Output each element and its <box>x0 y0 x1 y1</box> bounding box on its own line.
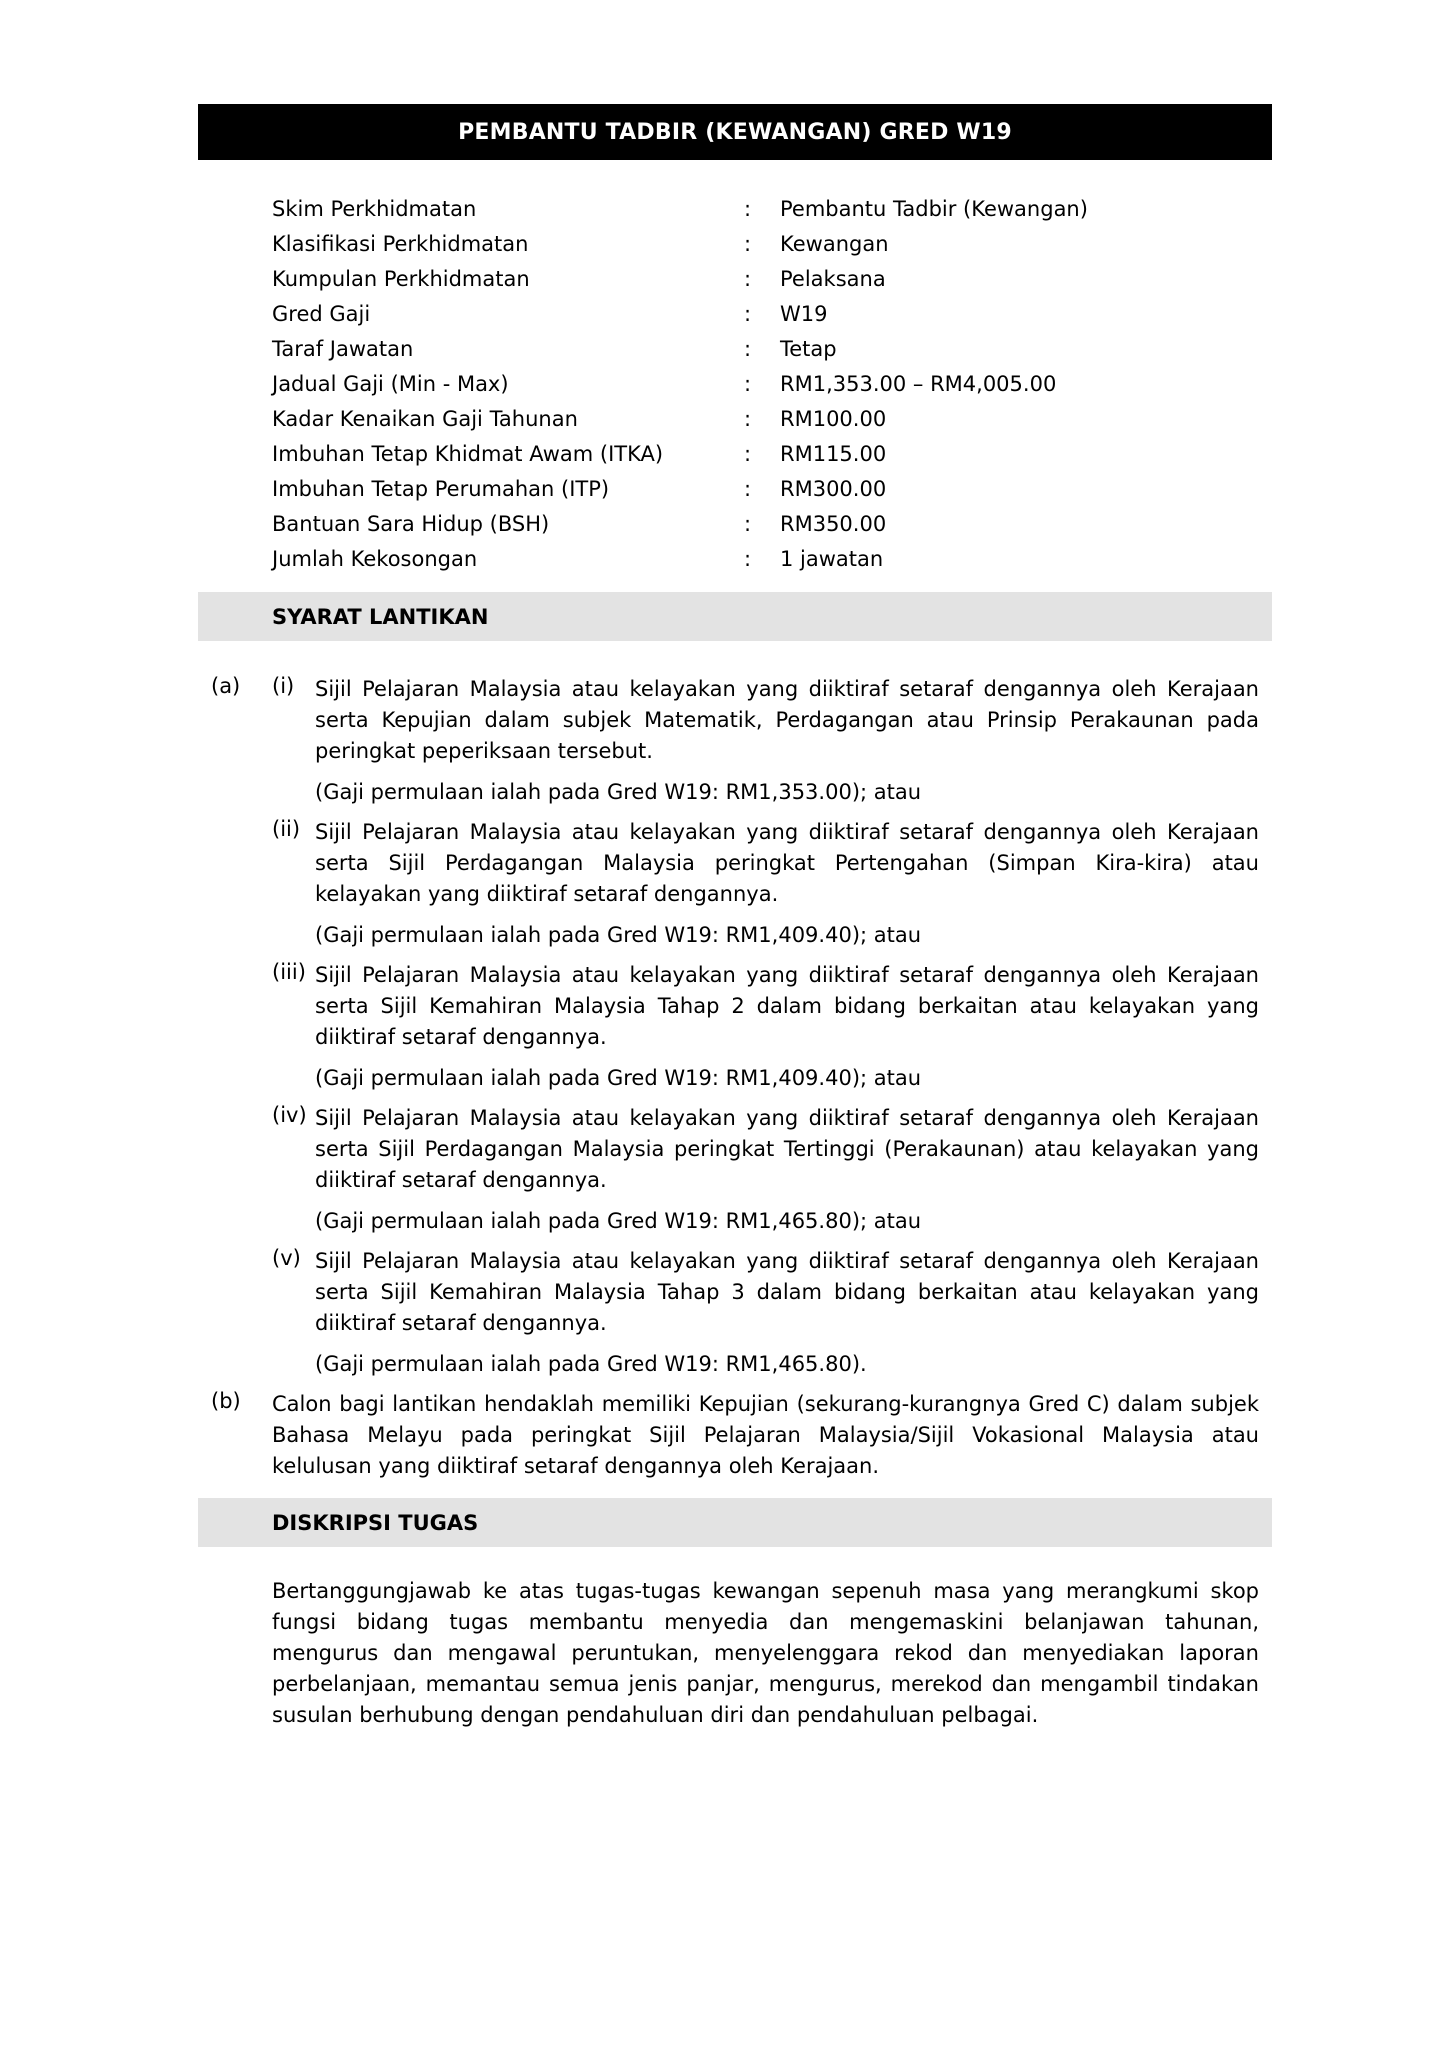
info-separator: : <box>744 546 752 571</box>
info-value: RM100.00 <box>780 406 887 431</box>
section-heading-text: SYARAT LANTIKAN <box>272 604 489 629</box>
info-separator: : <box>744 371 752 396</box>
item-number: (v) <box>272 1246 301 1270</box>
section-heading-text: DISKRIPSI TUGAS <box>272 1510 479 1535</box>
info-value: RM115.00 <box>780 441 887 466</box>
info-separator: : <box>744 266 752 291</box>
info-separator: : <box>744 301 752 326</box>
info-row <box>272 261 1272 296</box>
starting-salary-note: (Gaji permulaan ialah pada Gred W19: RM1,409.40); atau <box>315 923 922 947</box>
starting-salary-note: (Gaji permulaan ialah pada Gred W19: RM1,409.40); atau <box>315 1066 922 1090</box>
item-label-a: (a) <box>211 674 241 698</box>
info-label: Kumpulan Perkhidmatan <box>272 266 530 291</box>
item-body <box>315 960 1259 1094</box>
info-separator: : <box>744 406 752 431</box>
info-value: 1 jawatan <box>780 546 884 571</box>
info-label: Jumlah Kekosongan <box>272 546 478 571</box>
item-label-b: (b) <box>211 1389 241 1413</box>
info-row <box>272 541 1272 576</box>
info-value: RM1,353.00 – RM4,005.00 <box>780 371 1057 396</box>
item-number: (ii) <box>272 817 301 841</box>
info-separator: : <box>744 231 752 256</box>
info-label: Kadar Kenaikan Gaji Tahunan <box>272 406 578 431</box>
item-text: Sijil Pelajaran Malaysia atau kelayakan yang diiktiraf setaraf dengannya oleh Kerajaan serta Sijil Kemahiran Malaysia Tahap 2 dalam bidang berkaitan atau kelayakan yang diiktiraf setaraf dengannya. <box>315 963 1259 1049</box>
info-separator: : <box>744 196 752 221</box>
info-value: RM300.00 <box>780 476 887 501</box>
info-separator: : <box>744 476 752 501</box>
info-label: Klasifikasi Perkhidmatan <box>272 231 529 256</box>
item-text: Sijil Pelajaran Malaysia atau kelayakan yang diiktiraf setaraf dengannya oleh Kerajaan serta Kepujian dalam subjek Matematik, Perdagangan atau Prinsip Perakaunan pada peringkat peperiksaan tersebut. <box>315 677 1259 763</box>
item-text: Sijil Pelajaran Malaysia atau kelayakan yang diiktiraf setaraf dengannya oleh Kerajaan serta Sijil Kemahiran Malaysia Tahap 3 dalam bidang berkaitan atau kelayakan yang diiktiraf setaraf dengannya. <box>315 1249 1259 1335</box>
info-row <box>272 401 1272 436</box>
section-heading-diskripsi <box>198 1498 1272 1547</box>
info-label: Skim Perkhidmatan <box>272 196 477 221</box>
item-body <box>315 1103 1259 1237</box>
job-description <box>272 1576 1259 1731</box>
requirement-b <box>272 1389 1259 1482</box>
info-label: Imbuhan Tetap Khidmat Awam (ITKA) <box>272 441 664 466</box>
info-value: Tetap <box>780 336 837 361</box>
item-body <box>315 674 1259 808</box>
info-separator: : <box>744 511 752 536</box>
item-body <box>315 1246 1259 1380</box>
info-separator: : <box>744 441 752 466</box>
info-value: W19 <box>780 301 828 326</box>
item-number: (iii) <box>272 960 306 984</box>
info-row <box>272 436 1272 471</box>
info-label: Jadual Gaji (Min - Max) <box>272 371 509 396</box>
starting-salary-note: (Gaji permulaan ialah pada Gred W19: RM1,465.80); atau <box>315 1209 922 1233</box>
info-label: Taraf Jawatan <box>272 336 414 361</box>
info-label: Bantuan Sara Hidup (BSH) <box>272 511 550 536</box>
job-info-table <box>272 191 1272 576</box>
info-label: Imbuhan Tetap Perumahan (ITP) <box>272 476 610 501</box>
info-row <box>272 191 1272 226</box>
info-row <box>272 226 1272 261</box>
info-separator: : <box>744 336 752 361</box>
info-row <box>272 471 1272 506</box>
item-body <box>315 817 1259 951</box>
section-heading-syarat <box>198 592 1272 641</box>
item-number: (iv) <box>272 1103 307 1127</box>
info-value: Pembantu Tadbir (Kewangan) <box>780 196 1088 221</box>
item-number: (i) <box>272 674 295 698</box>
info-value: Pelaksana <box>780 266 886 291</box>
page-title: PEMBANTU TADBIR (KEWANGAN) GRED W19 <box>198 104 1272 160</box>
info-label: Gred Gaji <box>272 301 371 326</box>
info-value: Kewangan <box>780 231 889 256</box>
info-row <box>272 366 1272 401</box>
info-row <box>272 506 1272 541</box>
info-row <box>272 331 1272 366</box>
item-text: Calon bagi lantikan hendaklah memiliki Kepujian (sekurang-kurangnya Gred C) dalam subjek Bahasa Melayu pada peringkat Sijil Pelajaran Malaysia/Sijil Vokasional Malaysia atau kelulusan yang diiktiraf setaraf dengannya oleh Kerajaan. <box>272 1392 1259 1478</box>
item-text: Sijil Pelajaran Malaysia atau kelayakan yang diiktiraf setaraf dengannya oleh Kerajaan serta Sijil Perdagangan Malaysia peringkat Tertinggi (Perakaunan) atau kelayakan yang diiktiraf setaraf dengannya. <box>315 1106 1259 1192</box>
item-text: Sijil Pelajaran Malaysia atau kelayakan yang diiktiraf setaraf dengannya oleh Kerajaan serta Sijil Perdagangan Malaysia peringkat Pertengahan (Simpan Kira-kira) atau kelayakan yang diiktiraf setaraf dengannya. <box>315 820 1259 906</box>
info-value: RM350.00 <box>780 511 887 536</box>
starting-salary-note: (Gaji permulaan ialah pada Gred W19: RM1,465.80). <box>315 1352 867 1376</box>
description-text: Bertanggungjawab ke atas tugas-tugas kewangan sepenuh masa yang merangkumi skop fungsi bidang tugas membantu menyedia dan mengemaskini belanjawan tahunan, mengurus dan mengawal peruntukan, menyelenggara rekod dan menyediakan laporan perbelanjaan, memantau semua jenis panjar, mengurus, merekod dan mengambil tindakan susulan berhubung dengan pendahuluan diri dan pendahuluan pelbagai. <box>272 1579 1259 1727</box>
info-row <box>272 296 1272 331</box>
starting-salary-note: (Gaji permulaan ialah pada Gred W19: RM1,353.00); atau <box>315 780 922 804</box>
